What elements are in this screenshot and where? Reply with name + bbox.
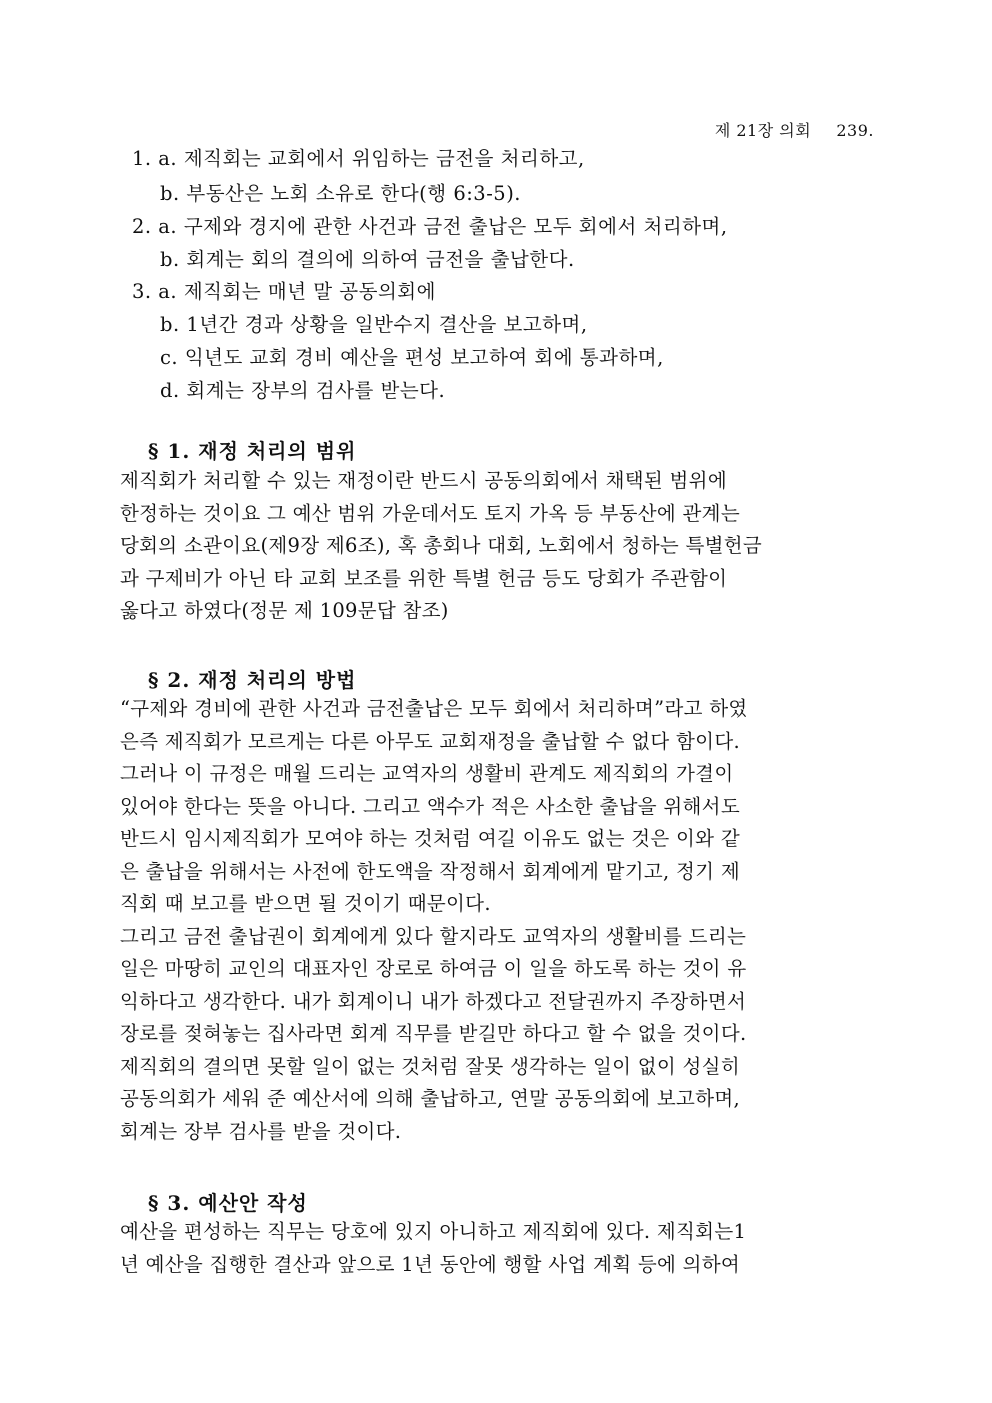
body-line: 옳다고 하였다(정문 제 109문답 참조) — [120, 599, 449, 622]
section-heading: § 1. 재정 처리의 범위 — [148, 439, 357, 463]
rule-line: 2. a. 구제와 경지에 관한 사건과 금전 출납은 모두 회에서 처리하며, — [132, 215, 728, 238]
body-line: 예산을 편성하는 직무는 당호에 있지 아니하고 제직회에 있다. 제직회는1 — [120, 1220, 747, 1243]
page-number: 239. — [836, 121, 874, 140]
page-header — [715, 118, 874, 141]
body-line: 그리고 금전 출납권이 회계에게 있다 할지라도 교역자의 생활비를 드리는 — [120, 924, 747, 948]
rule-line: d. 회계는 장부의 검사를 받는다. — [160, 379, 446, 402]
body-line: 직회 때 보고를 받으면 될 것이기 때문이다. — [120, 892, 491, 915]
body-line: 반드시 임시제직회가 모여야 하는 것처럼 여길 이유도 없는 것은 이와 같 — [120, 827, 740, 850]
rule-line: b. 1년간 경과 상황을 일반수지 결산을 보고하며, — [160, 313, 588, 336]
body-line: 당회의 소관이요(제9장 제6조), 혹 총회나 대회, 노회에서 청하는 특별헌금 — [120, 534, 763, 557]
section-body — [120, 1216, 872, 1281]
body-line: 회계는 장부 검사를 받을 것이다. — [120, 1119, 402, 1143]
rule-line: b. 부동산은 노회 소유로 한다(행 6:3-5). — [160, 182, 522, 205]
body-line: 제직회가 처리할 수 있는 재정이란 반드시 공동의회에서 채택된 범위에 — [120, 469, 727, 492]
body-line: 있어야 한다는 뜻을 아니다. 그리고 액수가 적은 사소한 출납을 위해서도 — [120, 794, 740, 818]
section-heading: § 3. 예산안 작성 — [148, 1191, 308, 1215]
section-body — [120, 693, 872, 1148]
body-line: “구제와 경비에 관한 사건과 금전출납은 모두 회에서 처리하며”라고 하였 — [120, 697, 748, 720]
body-line: 공동의회가 세워 준 예산서에 의해 출납하고, 연말 공동의회에 보고하며, — [120, 1087, 740, 1110]
body-line: 장로를 젖혀놓는 집사라면 회계 직무를 받길만 하다고 할 수 없을 것이다. — [120, 1022, 747, 1045]
rule-line: b. 회계는 회의 결의에 의하여 금전을 출납한다. — [160, 248, 575, 271]
chapter-title: 제 21장 의회 — [714, 121, 812, 140]
body-line: 제직회의 결의면 못할 일이 없는 것처럼 잘못 생각하는 일이 없이 성실히 — [120, 1054, 740, 1078]
body-line: 일은 마땅히 교인의 대표자인 장로로 하여금 이 일을 하도록 하는 것이 유 — [120, 957, 747, 980]
body-line: 은 출납을 위해서는 사전에 한도액을 작정해서 회계에게 맡기고, 정기 제 — [120, 859, 740, 883]
body-line: 한정하는 것이요 그 예산 범위 가운데서도 토지 가옥 등 부동산에 관계는 — [120, 501, 740, 525]
rule-line: 3. a. 제직회는 매년 말 공동의회에 — [132, 280, 436, 303]
rule-line: c. 익년도 교회 경비 예산을 편성 보고하여 회에 통과하며, — [160, 346, 664, 369]
body-line: 은즉 제직회가 모르게는 다른 아무도 교회재정을 출납할 수 없다 함이다. — [120, 729, 740, 753]
body-line: 그러나 이 규정은 매월 드리는 교역자의 생활비 관계도 제직회의 가결이 — [120, 762, 734, 785]
body-line: 익하다고 생각한다. 내가 회계이니 내가 하겠다고 전달권까지 주장하면서 — [120, 989, 747, 1013]
section-heading: § 2. 재정 처리의 방법 — [148, 668, 357, 692]
body-line: 과 구제비가 아닌 타 교회 보조를 위한 특별 헌금 등도 당회가 주관함이 — [120, 566, 728, 590]
section-body — [120, 465, 872, 628]
rule-line: 1. a. 제직회는 교회에서 위임하는 금전을 처리하고, — [132, 147, 585, 170]
body-line: 년 예산을 집행한 결산과 앞으로 1년 동안에 행할 사업 계획 등에 의하여 — [120, 1252, 741, 1276]
